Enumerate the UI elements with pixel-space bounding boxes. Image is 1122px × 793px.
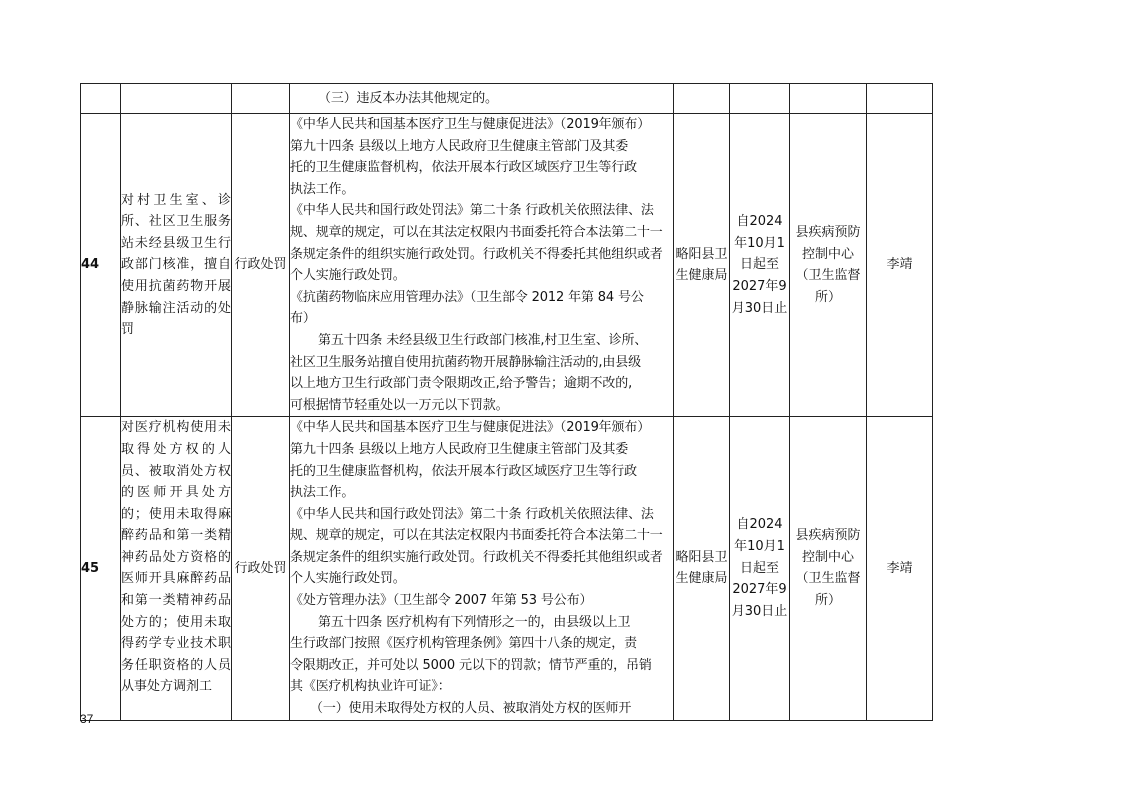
page-number: 37 xyxy=(80,712,94,726)
contact-person: 李靖 xyxy=(867,114,933,417)
basis-line: 《处方管理办法》（卫生部令 2007 年第 53 号公布） xyxy=(290,593,593,609)
basis-line: （一）使用未取得处方权的人员、被取消处方权的医师开 xyxy=(310,701,632,717)
basis-line: 布） xyxy=(290,311,316,327)
table-row xyxy=(81,114,933,417)
basis-line: 第九十四条 县级以上地方人民政府卫生健康主管部门及其委 xyxy=(290,138,629,154)
cell-empty xyxy=(867,84,933,114)
basis-line: 条规定条件的组织实施行政处罚。行政机关不得委托其他组织或者 xyxy=(290,549,663,565)
executor: 县疾病预防控制中心（卫生监督所） xyxy=(790,417,867,720)
basis-line: 第五十四条 医疗机构有下列情形之一的，由县级以上卫 xyxy=(318,614,631,630)
executor: 县疾病预防控制中心（卫生监督所） xyxy=(790,114,867,417)
cell-empty xyxy=(730,84,790,114)
basis-line: 第九十四条 县级以上地方人民政府卫生健康主管部门及其委 xyxy=(290,441,629,457)
authority: 略阳县卫生健康局 xyxy=(674,114,730,417)
power-list-table xyxy=(80,83,933,721)
basis-line: 以上地方卫生行政部门责令限期改正,给予警告；逾期不改的, xyxy=(290,376,633,392)
cell-empty xyxy=(121,84,232,114)
validity-period: 自2024年10月1日起至2027年9月30日止 xyxy=(730,417,790,720)
basis-cell xyxy=(290,84,674,114)
basis-line: 《中华人民共和国行政处罚法》第二十条 行政机关依照法律、法 xyxy=(290,506,654,522)
basis-line: 托的卫生健康监督机构，依法开展本行政区域医疗卫生等行政 xyxy=(290,160,637,176)
cell-empty xyxy=(232,84,290,114)
basis-line: 执法工作。 xyxy=(290,181,355,197)
basis-line: 社区卫生服务站擅自使用抗菌药物开展静脉输注活动的,由县级 xyxy=(290,354,641,370)
basis-cell xyxy=(290,417,674,720)
cell-empty xyxy=(81,84,121,114)
cell-empty xyxy=(674,84,730,114)
basis-line: 《抗菌药物临床应用管理办法》（卫生部令 2012 年第 84 号公 xyxy=(290,289,644,305)
basis-line: 托的卫生健康监督机构，依法开展本行政区域医疗卫生等行政 xyxy=(290,463,637,479)
basis-line: （三）违反本办法其他规定的。 xyxy=(318,90,498,106)
basis-line: 规、规章的规定，可以在其法定权限内书面委托符合本法第二十一 xyxy=(290,528,663,544)
row-number: 44 xyxy=(81,114,121,417)
item-name: 对医疗机构使用未取得处方权的人员、被取消处方权的医师开具处方的；使用未取得麻醉药品和第一类精神药品处方资格的医师开具麻醉药品和第一类精神药品处方的；使用未取得药学专业技术职务任职资格的人员从事处方调剂工 xyxy=(121,417,232,720)
power-kind: 行政处罚 xyxy=(232,114,290,417)
continuation-row xyxy=(81,84,933,114)
basis-cell xyxy=(290,114,674,417)
authority: 略阳县卫生健康局 xyxy=(674,417,730,720)
row-number: 45 xyxy=(81,417,121,720)
basis-line: 其《医疗机构执业许可证》： xyxy=(290,679,451,695)
basis-line: 个人实施行政处罚。 xyxy=(290,571,406,587)
power-kind: 行政处罚 xyxy=(232,417,290,720)
basis-line: 《中华人民共和国基本医疗卫生与健康促进法》（2019年颁布） xyxy=(290,420,651,436)
basis-line: 规、规章的规定，可以在其法定权限内书面委托符合本法第二十一 xyxy=(290,224,663,240)
item-name: 对村卫生室、诊所、社区卫生服务站未经县级卫生行政部门核准，擅自使用抗菌药物开展静脉输注活动的处罚 xyxy=(121,114,232,417)
basis-line: 生行政部门按照《医疗机构管理条例》第四十八条的规定，责 xyxy=(290,636,637,652)
basis-line: 第五十四条 未经县级卫生行政部门核准,村卫生室、诊所、 xyxy=(318,332,648,348)
contact-person: 李靖 xyxy=(867,417,933,720)
basis-line: 条规定条件的组织实施行政处罚。行政机关不得委托其他组织或者 xyxy=(290,246,663,262)
basis-line: 执法工作。 xyxy=(290,485,355,501)
basis-line: 《中华人民共和国行政处罚法》第二十条 行政机关依照法律、法 xyxy=(290,203,654,219)
basis-line: 个人实施行政处罚。 xyxy=(290,268,406,284)
table-row xyxy=(81,417,933,720)
cell-empty xyxy=(790,84,867,114)
basis-line: 可根据情节轻重处以一万元以下罚款。 xyxy=(290,397,509,413)
validity-period: 自2024年10月1日起至2027年9月30日止 xyxy=(730,114,790,417)
basis-line: 《中华人民共和国基本医疗卫生与健康促进法》（2019年颁布） xyxy=(290,117,651,132)
basis-line: 令限期改正，并可处以 5000 元以下的罚款；情节严重的，吊销 xyxy=(290,657,652,673)
